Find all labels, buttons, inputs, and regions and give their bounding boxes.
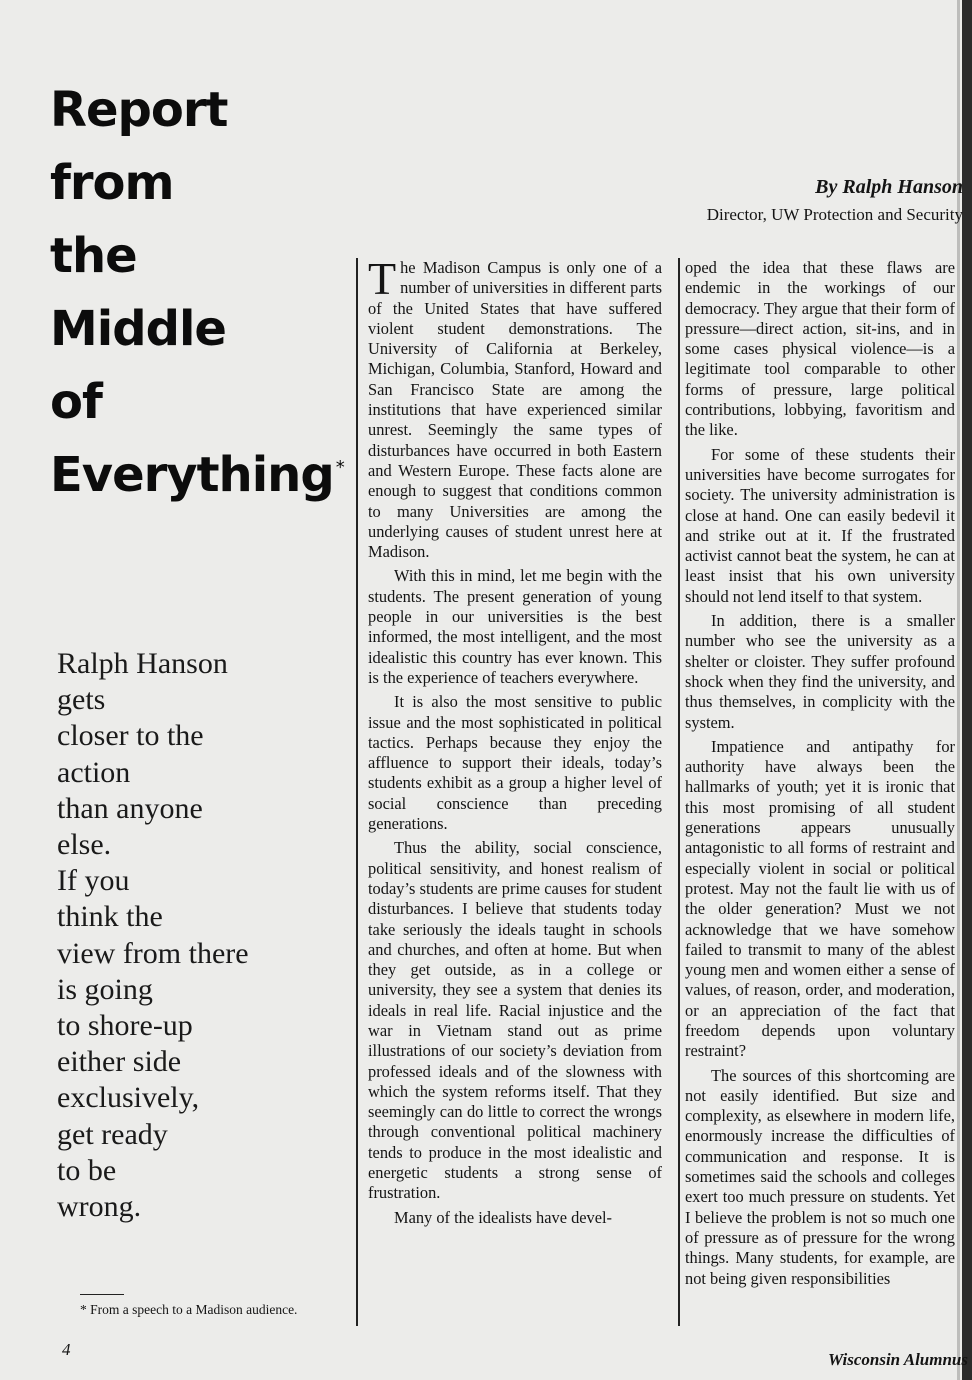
page-edge-dark [962,0,972,1380]
paragraph: For some of these students their universities have become surrogates for society. The university administration is close at hand. One can easily bedevil it and strike out at it. If the frustrated activist cannot beat the system, he can at least insist that his own university should not lend itself to that system. [685,444,955,606]
paragraph: The sources of this shortcoming are not easily identified. But size and complexity, as elsewhere in modern life, enormously increase the difficulties of communication and response. It is sometimes said the schools and colleges exert too much pressure on students. Yet I believe the problem is not so much one of pressure as of pressure for the wrong things. Many students, for example, are not being given responsibilities [685,1065,955,1288]
article-title [50,74,350,512]
article-column-1 [368,253,662,1232]
footnote: * From a speech to a Madison audience. [80,1302,298,1317]
title-word: Everything [50,447,334,503]
paragraph: It is also the most sensitive to public issue and the most sophisticated in political tactics. Perhaps because they enjoy the affluence to support their ideals, today’s students exhibit as a group a higher level of social conscience than preceding generations. [368,692,662,834]
paragraph: Impatience and antipathy for authority have always been the hallmarks of youth; yet it is ironic that this most promising of all student generations appears unusually antagonistic to all forms of restraint and especially violent in social or political protest. May not the fault lie with us of the older generation? Must we not acknowledge that we have somehow failed to transmit to many of the ablest young men and women either a sense of values, of reason, order, and moderation, or an appreciation of the fact that freedom depends upon voluntary restraint? [685,736,955,1061]
pullquote-line: think the [57,900,163,934]
title-line: Middle [50,301,226,357]
pull-quote [57,646,347,1225]
title-footnote-mark: * [335,457,344,478]
pullquote-line: view from there [57,936,249,970]
title-line: of [50,374,102,430]
pullquote-line: else. [57,828,112,862]
title-line: the [50,228,137,284]
paragraph: oped the idea that these flaws are endemic in the workings of our democracy. They argue that their form of pressure—direct action, sit-ins, and in some cases physical violence—is a legitimate tool comparable to other forms of pressure, large political contributions, lobbying, favoritism and the like. [685,258,955,440]
footnote-rule [80,1294,124,1295]
column-divider-right [678,258,680,1326]
magazine-name: Wisconsin Alumnus [828,1350,969,1369]
pullquote-line: Ralph Hanson [57,647,228,680]
article-column-2 [685,258,955,1293]
byline-author: By Ralph Hanson [815,176,963,198]
pullquote-line: wrong. [57,1190,142,1224]
pullquote-line: get ready [57,1117,168,1151]
pullquote-line: If you [57,864,130,898]
paragraph [368,253,662,562]
pullquote-line: gets [57,683,106,717]
page-number: 4 [62,1340,71,1359]
byline [688,172,963,228]
title-line: Report [50,82,228,138]
pullquote-line: action [57,755,131,789]
pullquote-line: to be [57,1153,117,1187]
pullquote-line: closer to the [57,719,204,753]
pullquote-line: than anyone [57,791,203,825]
pullquote-line: is going [57,972,153,1006]
pullquote-line: to shore-up [57,1009,193,1043]
paragraph: With this in mind, let me begin with the students. The present generation of young people in our universities is the best informed, the most intelligent, and the most idealistic this country has ever known. This is the experience of teachers everywhere. [368,566,662,687]
drop-cap: T [368,253,397,304]
pullquote-line: either side [57,1045,182,1079]
title-line-last [50,439,350,512]
paragraph: In addition, there is a smaller number who see the university as a shelter or cloister. They suffer profound shock when they find the university, and thus themselves, in complicity with the system. [685,611,955,732]
title-line: from [50,155,174,211]
column-divider-left [356,258,358,1326]
pullquote-line: exclusively, [57,1081,200,1115]
byline-role: Director, UW Protection and Security [706,205,963,224]
paragraph: Many of the idealists have devel- [394,1207,613,1227]
paragraph: Thus the ability, social conscience, political sensitivity, and honest realism of today’s students are prime causes for student disturbances. I believe that students today take seriously the ideals taught in schools and churches, and often at home. But when they get outside, as in a college or university, they see a system that denies its ideals in real life. Racial injustice and the war in Vietnam stand out as prime illustrations of our society’s deviation from professed ideals and of the slowness with which the system reforms itself. That they seemingly can do little to correct the wrongs through conventional political machinery tends to produce in the most idealistic and energetic students a strong sense of frustration. [368,838,662,1203]
paragraph-text: he Madison Campus is only one of a number of universities in different parts of the United States that have suffered violent student demonstrations. The University of California at Berkeley, Michigan, Columbia, Stanford, Howard and San Francisco State are among the institutions that have experienced similar unrest. Seemingly the same types of disturbances have occurred in both Eastern and Western Europe. These facts alone are enough to suggest that conditions common to many Universities are among the underlying causes of student unrest here at Madison. [368,258,662,562]
